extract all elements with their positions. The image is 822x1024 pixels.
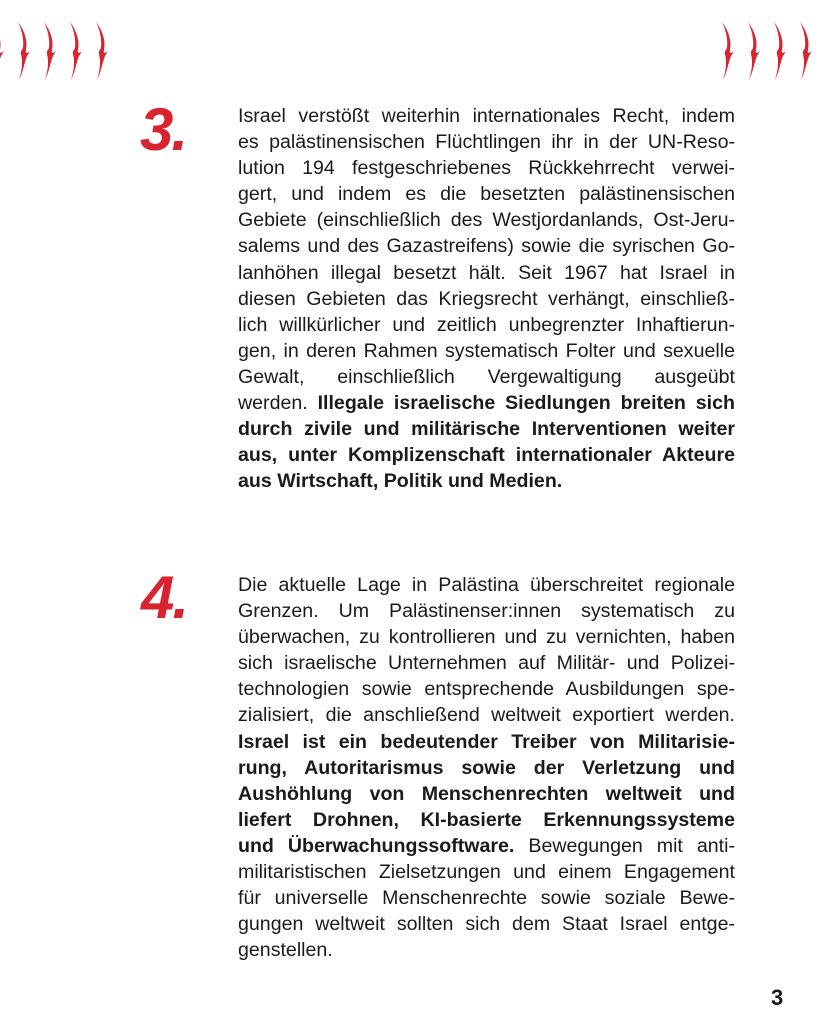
body-text: genstellen. xyxy=(238,939,333,962)
bold-text: aus Wirtschaft, Politik und Medien. xyxy=(238,470,563,493)
chevron-icon xyxy=(0,20,8,82)
text-line xyxy=(238,103,735,129)
text-line xyxy=(238,859,735,885)
bold-text: liefert Drohnen, KI-basierte Erkennungssysteme xyxy=(238,808,735,831)
text-line xyxy=(238,676,735,702)
body-text: salems und des Gazastreifens) sowie die syrischen Go- xyxy=(238,235,735,258)
right-chevron-decoration xyxy=(718,20,822,82)
body-text: gert, und indem es die besetzten palästinensischen xyxy=(238,183,735,206)
body-text: Die aktuelle Lage in Palästina überschreitet regionale xyxy=(238,574,735,596)
bold-text: Israel ist ein bedeutender Treiber von Militarisie- xyxy=(238,730,735,753)
left-chevron-decoration xyxy=(0,20,118,82)
body-text: technologien sowie entsprechende Ausbildungen spe- xyxy=(238,678,735,701)
body-text: Gewalt, einschließlich Vergewaltigung ausgeübt xyxy=(238,365,735,388)
page-number: 3 xyxy=(771,985,784,1010)
body-text: überwachen, zu kontrollieren und zu vernichten, haben xyxy=(238,626,735,649)
body-text: diesen Gebieten das Kriegsrecht verhängt, einschließ- xyxy=(238,287,735,310)
body-text: Bewegungen mit anti- xyxy=(514,834,735,857)
text-line xyxy=(238,181,735,207)
text-line xyxy=(238,729,735,755)
body-text: lich willkürlicher und zeitlich unbegrenzter Inhaftierun- xyxy=(238,313,735,336)
text-line xyxy=(238,807,735,833)
bold-text: Illegale israelische Siedlungen breiten sich xyxy=(317,392,735,415)
text-line xyxy=(238,911,735,937)
bold-text: und Überwachungssoftware. xyxy=(238,834,515,857)
text-line xyxy=(238,781,735,807)
body-text: lution 194 festgeschriebenes Rückkehrrecht verwei- xyxy=(238,157,735,180)
body-text: Gebiete (einschließlich des Westjordanlands, Ost-Jeru- xyxy=(238,209,735,232)
text-line xyxy=(238,390,735,416)
body-text: militaristischen Zielsetzungen und einem Engagement xyxy=(238,861,735,884)
text-line xyxy=(238,260,735,286)
chevron-icon xyxy=(770,20,790,82)
text-line xyxy=(238,572,735,598)
body-text: lanhöhen illegal besetzt hält. Seit 1967 hat Israel in xyxy=(238,261,735,284)
body-text: es palästinensischen Flüchtlingen ihr in der UN-Reso- xyxy=(238,131,735,154)
text-line xyxy=(238,364,735,390)
text-line xyxy=(238,233,735,259)
bold-text: Aushöhlung von Menschenrechten weltweit und xyxy=(238,782,735,805)
text-line xyxy=(238,312,735,338)
text-line xyxy=(238,650,735,676)
text-line xyxy=(238,937,735,963)
chevron-icon xyxy=(14,20,34,82)
body-text: gen, in deren Rahmen systematisch Folter und sexuelle xyxy=(238,339,735,362)
bold-text: rung, Autoritarismus sowie der Verletzung und xyxy=(238,756,735,779)
text-line xyxy=(238,207,735,233)
text-line xyxy=(238,155,735,181)
text-line xyxy=(238,755,735,781)
bold-text: durch zivile und militärische Interventionen weiter xyxy=(238,418,735,441)
chevron-icon xyxy=(744,20,764,82)
bold-text: aus, unter Komplizenschaft internationaler Akteure xyxy=(238,444,735,467)
text-line xyxy=(238,624,735,650)
body-text: gungen weltweit sollten sich dem Staat Israel entge- xyxy=(238,913,735,936)
section-number-4: 4. xyxy=(141,564,188,631)
section-number-3: 3. xyxy=(140,96,187,163)
body-text: Grenzen. Um Palästinenser:innen systematisch zu xyxy=(238,600,735,623)
text-line xyxy=(238,442,735,468)
chevron-icon xyxy=(718,20,738,82)
text-line xyxy=(238,338,735,364)
body-text: für universelle Menschenrechte sowie soziale Bewe- xyxy=(238,887,735,910)
chevron-icon xyxy=(66,20,86,82)
body-text: zialisiert, die anschließend weltweit exportiert werden. xyxy=(238,704,735,727)
body-text: sich israelische Unternehmen auf Militär- und Polizei- xyxy=(238,652,735,675)
section-4-paragraph xyxy=(238,572,735,963)
text-line xyxy=(238,468,735,494)
text-line xyxy=(238,129,735,155)
section-3-paragraph xyxy=(238,103,735,494)
text-line xyxy=(238,598,735,624)
text-line xyxy=(238,885,735,911)
text-line xyxy=(238,416,735,442)
body-text: werden. xyxy=(238,392,318,415)
text-line xyxy=(238,702,735,728)
body-text: Israel verstößt weiterhin internationales Recht, indem xyxy=(238,105,735,127)
chevron-icon xyxy=(40,20,60,82)
chevron-icon xyxy=(92,20,112,82)
text-line xyxy=(238,286,735,312)
text-line xyxy=(238,833,735,859)
chevron-icon xyxy=(796,20,816,82)
